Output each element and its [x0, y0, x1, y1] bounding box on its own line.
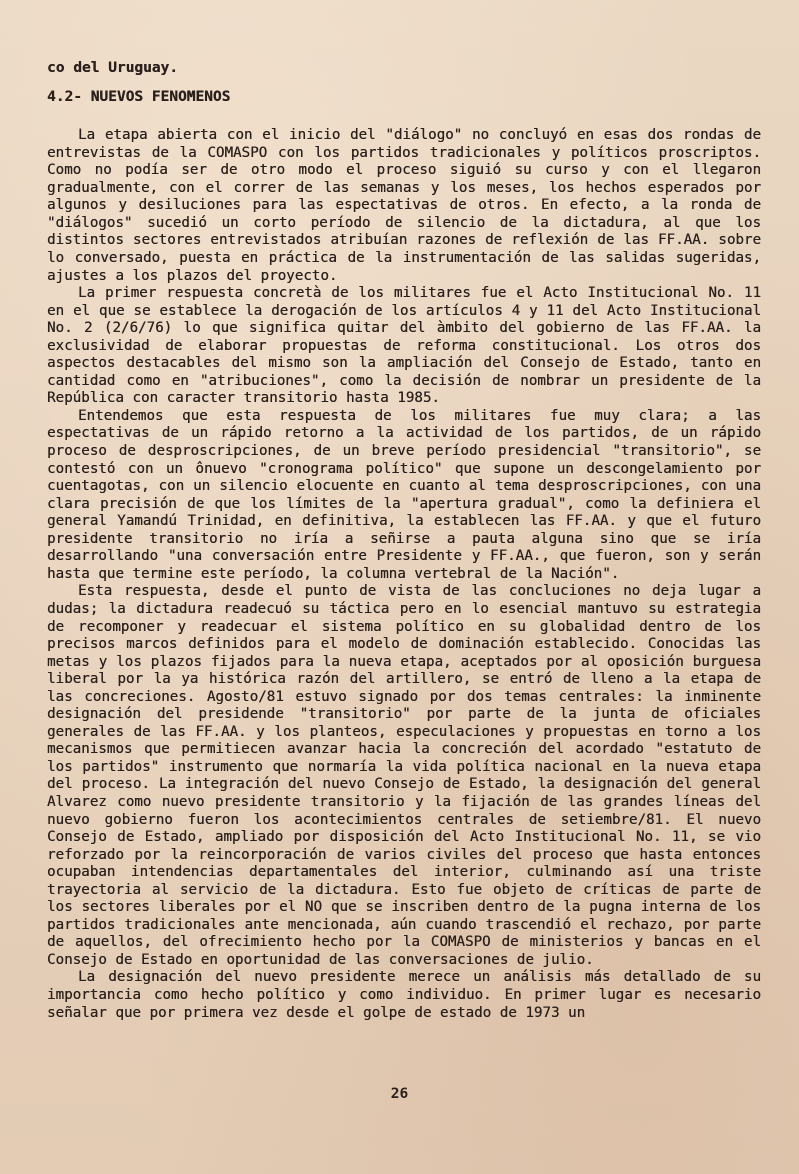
section-heading: 4.2- NUEVOS FENOMENOS: [47, 88, 231, 105]
paragraph-1: La etapa abierta con el inicio del "diálogo" no concluyó en esas dos rondas de entrevistas de la COMASPO con los partidos tradicionales y políticos proscriptos. Como no podía ser de otro modo el proceso siguió su curso y con el llegaron gradualmente, con el correr de las semanas y los meses, los hechos esperados por algunos y desiluciones para las espectativas de otros. En efecto, a la ronda de "diálogos" sucedió un corto período de silencio de la dictadura, al que los distintos sectores entrevistados atribuían razones de reflexión de las FF.AA. sobre lo conversado, puesta en práctica de la instrumentación de las salidas sugeridas, ajustes a los plazos del proyecto.: [47, 127, 761, 284]
paragraph-3: Entendemos que esta respuesta de los militares fue muy clara; a las espectativas de un rápido retorno a la actividad de los partidos, de un rápido proceso de desproscripciones, de un breve período presidencial "transitorio", se contestó con un ônuevo "cronograma político" que supone un descongelamiento por cuentagotas, con un silencio elocuente en cuanto al tema desproscripciones, con una clara precisión de que los límites de la "apertura gradual", como la definiera el general Yamandú Trinidad, en definitiva, la establecen las FF.AA. y que el futuro presidente transitorio no iría a señirse a pauta alguna sino que se iría desarrollando "una conversación entre Presidente y FF.AA., que fueron, son y serán hasta que termine este período, la columna vertebral de la Nación".: [47, 407, 761, 582]
paragraph-2: La primer respuesta concretà de los militares fue el Acto Institucional No. 11 en el que se establece la derogación de los artículos 4 y 11 del Acto Institucional No. 2 (2/6/76) lo que significa quitar del àmbito del gobierno de las FF.AA. la exclusividad de elaborar propuestas de reforma constitucional. Los otros dos aspectos destacables del mismo son la ampliación del Consejo de Estado, tanto en cantidad como en "atribuciones", como la decisión de nombrar un presidente de la República con caracter transitorio hasta 1985.: [47, 285, 761, 407]
paragraph-4: Esta respuesta, desde el punto de vista de las concluciones no deja lugar a dudas; la dictadura readecuó su táctica pero en lo esencial mantuvo su estrategia de recomponer y readecuar el sistema político en su globalidad dentro de los precisos marcos definidos para el modelo de dominación establecido. Conocidas las metas y los plazos fijados para la nueva etapa, aceptados por al oposición burguesa liberal por la ya histórica razón del artillero, se entró de lleno a la etapa de las concreciones. Agosto/81 estuvo signado por dos temas centrales: la inminente designación del presidende "transitorio" por parte de la junta de oficiales generales de las FF.AA. y los planteos, especulaciones y propuestas en torno a los mecanismos que permitiecen avanzar hacia la concreción del acordado "estatuto de los partidos" instrumento que normaría la vida política nacional en la nueva etapa del proceso. La integración del nuevo Consejo de Estado, la designación del general Alvarez como nuevo presidente transitorio y la fijación de las grandes líneas del nuevo gobierno fueron los acontecimientos centrales de setiembre/81. El nuevo Consejo de Estado, ampliado por disposición del Acto Institucional No. 11, se vio reforzado por la reincorporación de varios civiles del proceso que hasta entonces ocupaban intendencias departamentales del interior, culminando así una triste trayectoria al servicio de la dictadura. Esto fue objeto de críticas de parte de los sectores liberales por el NO que se inscriben dentro de la pugna interna de los partidos tradicionales ante mencionada, aún cuando trascendió el rechazo, por parte de aquellos, del ofrecimiento hecho por la COMASPO de ministerios y bancas en el Consejo de Estado en oportunidad de las conversaciones de julio.: [47, 583, 761, 968]
continued-line: co del Uruguay.: [47, 60, 178, 76]
paragraph-5: La designación del nuevo presidente merece un análisis más detallado de su importancia como hecho político y como individuo. En primer lugar es necesario señalar que por primera vez desde el golpe de estado de 1973 un: [47, 969, 761, 1021]
page-content: [47, 60, 761, 1022]
page-number: 26: [390, 1086, 409, 1102]
